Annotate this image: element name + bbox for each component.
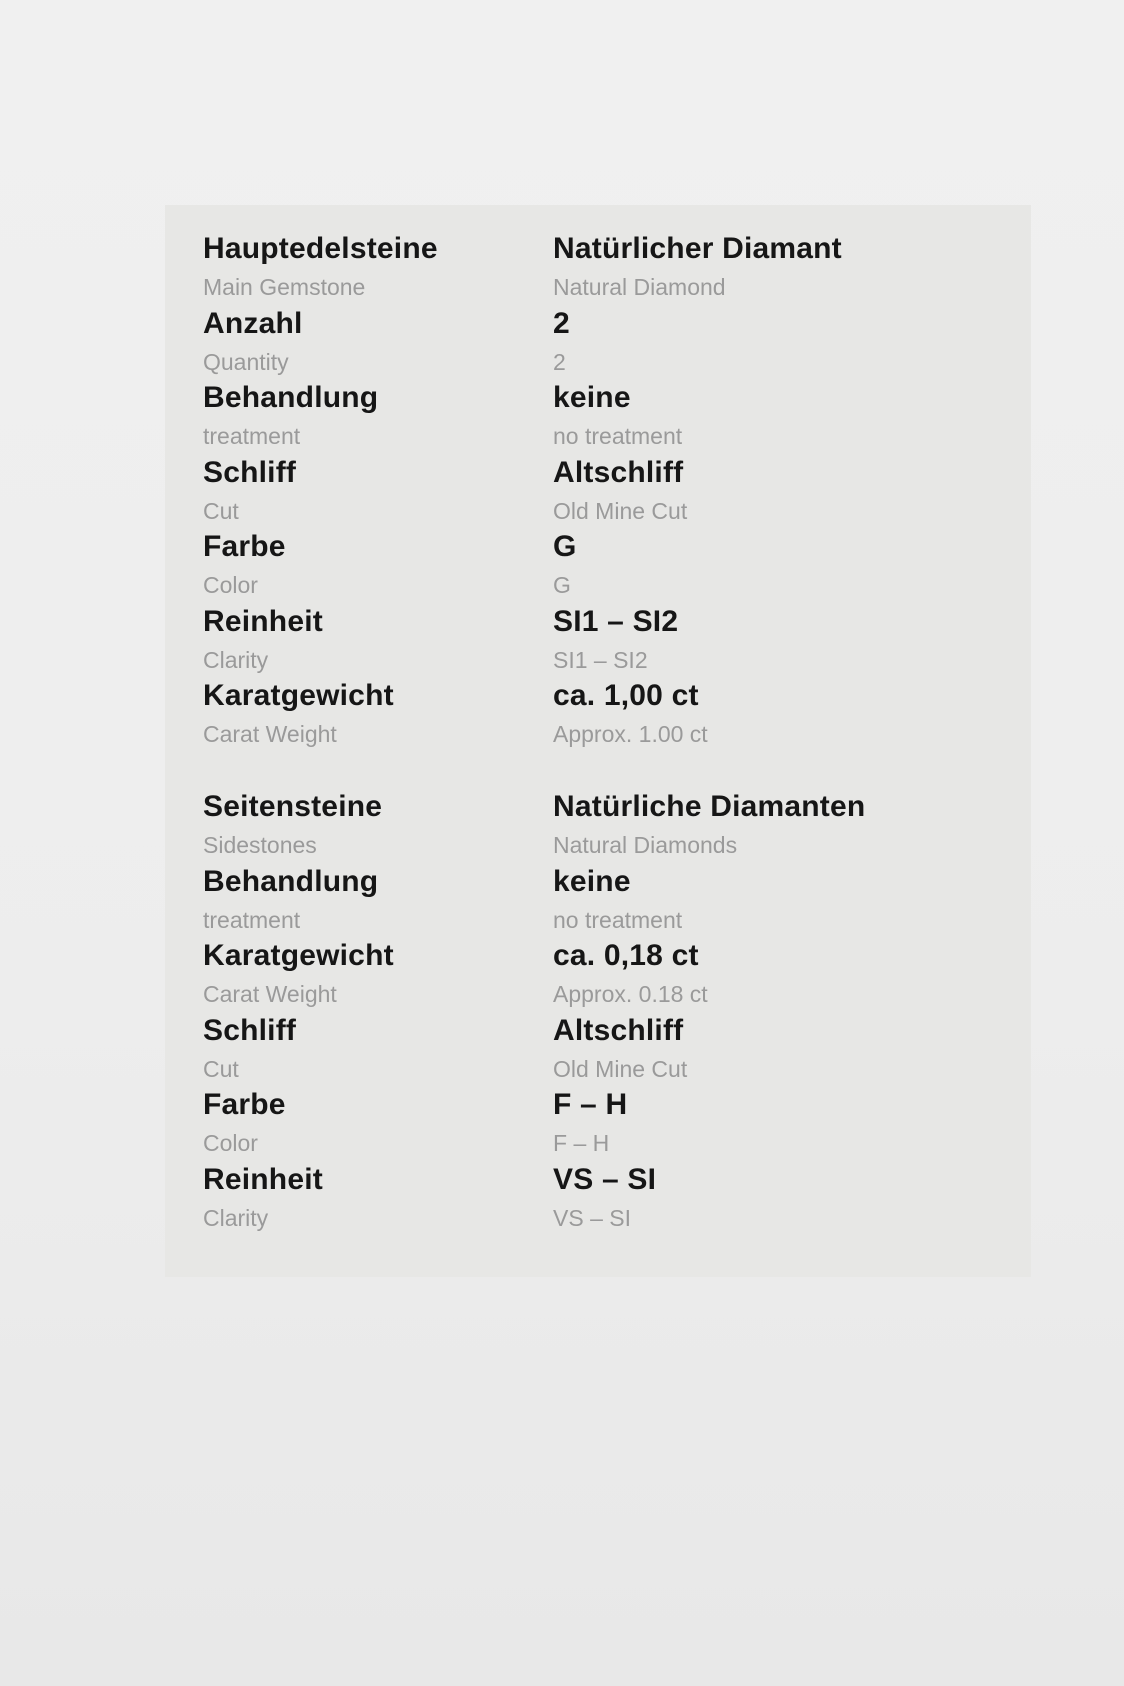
value-german: ca. 1,00 ct xyxy=(553,679,699,712)
spec-value xyxy=(553,865,682,935)
label-german: Behandlung xyxy=(203,864,379,898)
spec-label xyxy=(203,307,303,377)
spec-row-quantity xyxy=(203,307,983,382)
spec-row-color xyxy=(203,1088,983,1163)
label-english: Sidestones xyxy=(203,832,317,858)
value-english: Approx. 0.18 ct xyxy=(553,981,708,1007)
spec-label xyxy=(203,605,323,675)
spec-label xyxy=(203,679,394,749)
label-english: treatment xyxy=(203,906,301,933)
value-english: Natural Diamond xyxy=(553,274,726,300)
spec-label xyxy=(203,865,378,935)
value-german: keine xyxy=(553,864,631,898)
spec-value xyxy=(553,939,708,1009)
value-german: G xyxy=(553,530,577,563)
spec-value xyxy=(553,790,865,860)
label-english: Clarity xyxy=(203,1204,269,1231)
value-english: no treatment xyxy=(553,906,683,933)
spec-row-treatment xyxy=(203,865,983,940)
label-german: Karatgewicht xyxy=(203,679,394,712)
spec-value xyxy=(553,381,682,451)
value-german: ca. 0,18 ct xyxy=(553,939,699,972)
sidestones-section xyxy=(203,790,983,1237)
value-english: 2 xyxy=(553,348,566,375)
main-gemstone-section xyxy=(203,232,983,754)
label-english: Color xyxy=(203,572,258,598)
label-english: Quantity xyxy=(203,348,289,375)
value-english: Approx. 1.00 ct xyxy=(553,721,708,747)
spec-value xyxy=(553,456,687,526)
spec-row-clarity xyxy=(203,605,983,680)
value-german: Altschliff xyxy=(553,1013,684,1047)
spec-label xyxy=(203,1014,296,1084)
spec-row-cut xyxy=(203,456,983,531)
label-german: Schliff xyxy=(203,1013,297,1047)
spec-value xyxy=(553,232,842,302)
value-english: SI1 – SI2 xyxy=(553,646,648,673)
spec-value xyxy=(553,679,708,749)
value-german: F – H xyxy=(553,1088,628,1121)
label-english: Carat Weight xyxy=(203,721,337,747)
label-german: Hauptedelsteine xyxy=(203,232,438,265)
spec-value xyxy=(553,1088,627,1158)
label-german: Schliff xyxy=(203,455,297,489)
spec-row-clarity xyxy=(203,1163,983,1238)
spec-label xyxy=(203,790,382,860)
spec-value xyxy=(553,307,570,377)
spec-row-color xyxy=(203,530,983,605)
value-english: Natural Diamonds xyxy=(553,832,738,858)
spec-label xyxy=(203,1088,286,1158)
spec-row-cut xyxy=(203,1014,983,1089)
label-german: Anzahl xyxy=(203,306,303,340)
value-english: VS – SI xyxy=(553,1204,631,1231)
spec-label xyxy=(203,232,438,302)
value-english: G xyxy=(553,572,571,598)
spec-value xyxy=(553,1014,687,1084)
label-english: Clarity xyxy=(203,646,269,673)
value-german: Natürlicher Diamant xyxy=(553,232,842,265)
spec-value xyxy=(553,1163,656,1233)
value-german: SI1 – SI2 xyxy=(553,604,679,638)
value-english: Old Mine Cut xyxy=(553,1055,688,1082)
label-german: Behandlung xyxy=(203,381,379,414)
spec-row-sidestones xyxy=(203,790,983,865)
spec-row-treatment xyxy=(203,381,983,456)
label-german: Seitensteine xyxy=(203,790,383,823)
label-english: Cut xyxy=(203,497,239,524)
label-english: Main Gemstone xyxy=(203,274,366,300)
label-english: treatment xyxy=(203,423,301,449)
label-english: Carat Weight xyxy=(203,981,337,1007)
label-german: Reinheit xyxy=(203,1162,323,1196)
value-english: Old Mine Cut xyxy=(553,497,688,524)
spec-value xyxy=(553,605,678,675)
label-german: Karatgewicht xyxy=(203,939,394,972)
spec-row-carat-weight xyxy=(203,939,983,1014)
spec-label xyxy=(203,1163,323,1233)
value-english: F – H xyxy=(553,1130,610,1156)
label-english: Color xyxy=(203,1130,258,1156)
label-english: Cut xyxy=(203,1055,239,1082)
spec-label xyxy=(203,530,286,600)
label-german: Farbe xyxy=(203,1088,286,1121)
label-german: Farbe xyxy=(203,530,286,563)
spec-label xyxy=(203,381,378,451)
value-german: Natürliche Diamanten xyxy=(553,790,866,823)
value-german: 2 xyxy=(553,306,570,340)
value-german: keine xyxy=(553,381,631,414)
spec-row-main-gemstone xyxy=(203,232,983,307)
spec-label xyxy=(203,456,296,526)
label-german: Reinheit xyxy=(203,604,323,638)
value-english: no treatment xyxy=(553,423,683,449)
spec-row-carat-weight xyxy=(203,679,983,754)
spec-label xyxy=(203,939,394,1009)
value-german: Altschliff xyxy=(553,455,684,489)
value-german: VS – SI xyxy=(553,1162,657,1196)
spec-value xyxy=(553,530,577,600)
